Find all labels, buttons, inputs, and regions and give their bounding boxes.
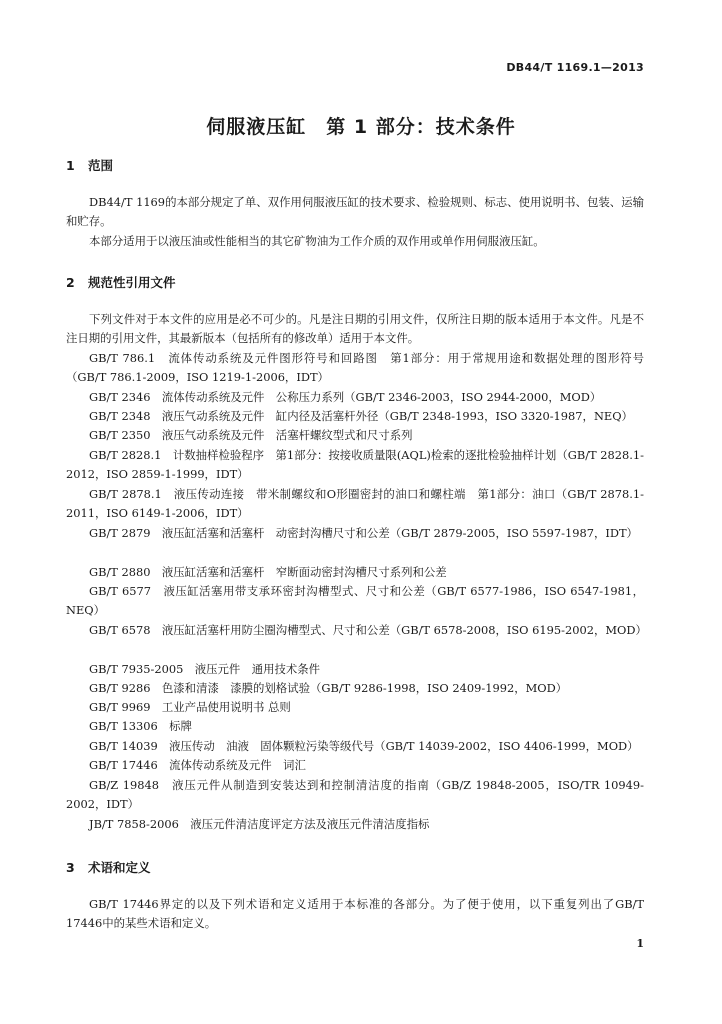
reference-item: GB/T 6578 液压缸活塞杆用防尘圈沟槽型式、尺寸和公差（GB/T 6578-2008，ISO 6195-2002，MOD） [89,623,647,637]
reference-item: GB/T 13306 标牌 [89,719,192,733]
section-number: 1 [66,158,75,173]
section-title: 范围 [88,158,114,173]
section-title: 术语和定义 [88,860,151,875]
reference-item: GB/T 9969 工业产品使用说明书 总则 [89,700,291,714]
reference-item: GB/T 2828.1 计数抽样检验程序 第1部分：按接收质量限(AQL)检索的逐批检验抽样计划（GB/T 2828.1-2012，ISO 2859-1-1999，IDT） [66,448,644,482]
reference-item: GB/Z 19848 液压元件从制造到安装达到和控制清洁度的指南（GB/Z 19848-2005，ISO/TR 10949-2002，IDT） [66,778,644,812]
section-number: 3 [66,860,75,875]
reference-item: GB/T 2346 流体传动系统及元件 公称压力系列（GB/T 2346-2003，ISO 2944-2000，MOD） [89,390,602,404]
reference-item: GB/T 2880 液压缸活塞和活塞杆 窄断面动密封沟槽尺寸系列和公差 [89,565,447,579]
page-number: 1 [636,937,644,950]
reference-item: GB/T 9286 色漆和清漆 漆膜的划格试验（GB/T 9286-1998，ISO 2409-1992，MOD） [89,681,568,695]
section-2-heading [66,273,176,291]
reference-item: GB/T 786.1 流体传动系统及元件图形符号和回路图 第1部分：用于常规用途和数据处理的图形符号（GB/T 786.1-2009，ISO 1219-1-2006，IDT） [66,351,644,385]
section-1-heading [66,156,113,174]
reference-item: GB/T 2879 液压缸活塞和活塞杆 动密封沟槽尺寸和公差（GB/T 2879-2005，ISO 5597-1987，IDT） [89,526,638,540]
section-3-heading [66,858,151,876]
reference-item: JB/T 7858-2006 液压元件清洁度评定方法及液压元件清洁度指标 [89,817,430,831]
reference-item: GB/T 2350 液压气动系统及元件 活塞杆螺纹型式和尺寸系列 [89,428,413,442]
reference-item: GB/T 17446 流体传动系统及元件 词汇 [89,758,306,772]
section-number: 2 [66,275,75,290]
reference-item: GB/T 2878.1 液压传动连接 带米制螺纹和O形圈密封的油口和螺柱端 第1部分：油口（GB/T 2878.1-2011，ISO 6149-1-2006，IDT） [66,487,644,521]
standard-code: DB44/T 1169.1—2013 [506,61,644,74]
reference-item: GB/T 14039 液压传动 油液 固体颗粒污染等级代号（GB/T 14039-2002，ISO 4406-1999，MOD） [89,739,639,753]
references-intro: 下列文件对于本文件的应用是必不可少的。凡是注日期的引用文件，仅所注日期的版本适用于本文件。凡是不注日期的引用文件，其最新版本（包括所有的修改单）适用于本文件。 [66,312,644,346]
reference-item: GB/T 6577 液压缸活塞用带支承环密封沟槽型式、尺寸和公差（GB/T 6577-1986，ISO 6547-1981，NEQ） [66,584,644,618]
scope-paragraph-1: DB44/T 1169的本部分规定了单、双作用伺服液压缸的技术要求、检验规则、标志、使用说明书、包装、运输和贮存。 [66,195,644,229]
section-title: 规范性引用文件 [88,275,176,290]
reference-item: GB/T 7935-2005 液压元件 通用技术条件 [89,662,321,676]
document-title: 伺服液压缸 第 1 部分：技术条件 [206,116,516,138]
terms-paragraph: GB/T 17446界定的以及下列术语和定义适用于本标准的各部分。为了便于使用，以下重复列出了GB/T 17446中的某些术语和定义。 [66,897,644,931]
reference-item: GB/T 2348 液压气动系统及元件 缸内径及活塞杆外径（GB/T 2348-1993，ISO 3320-1987，NEQ） [89,409,633,423]
scope-paragraph-2: 本部分适用于以液压油或性能相当的其它矿物油为工作介质的双作用或单作用伺服液压缸。 [89,234,545,248]
